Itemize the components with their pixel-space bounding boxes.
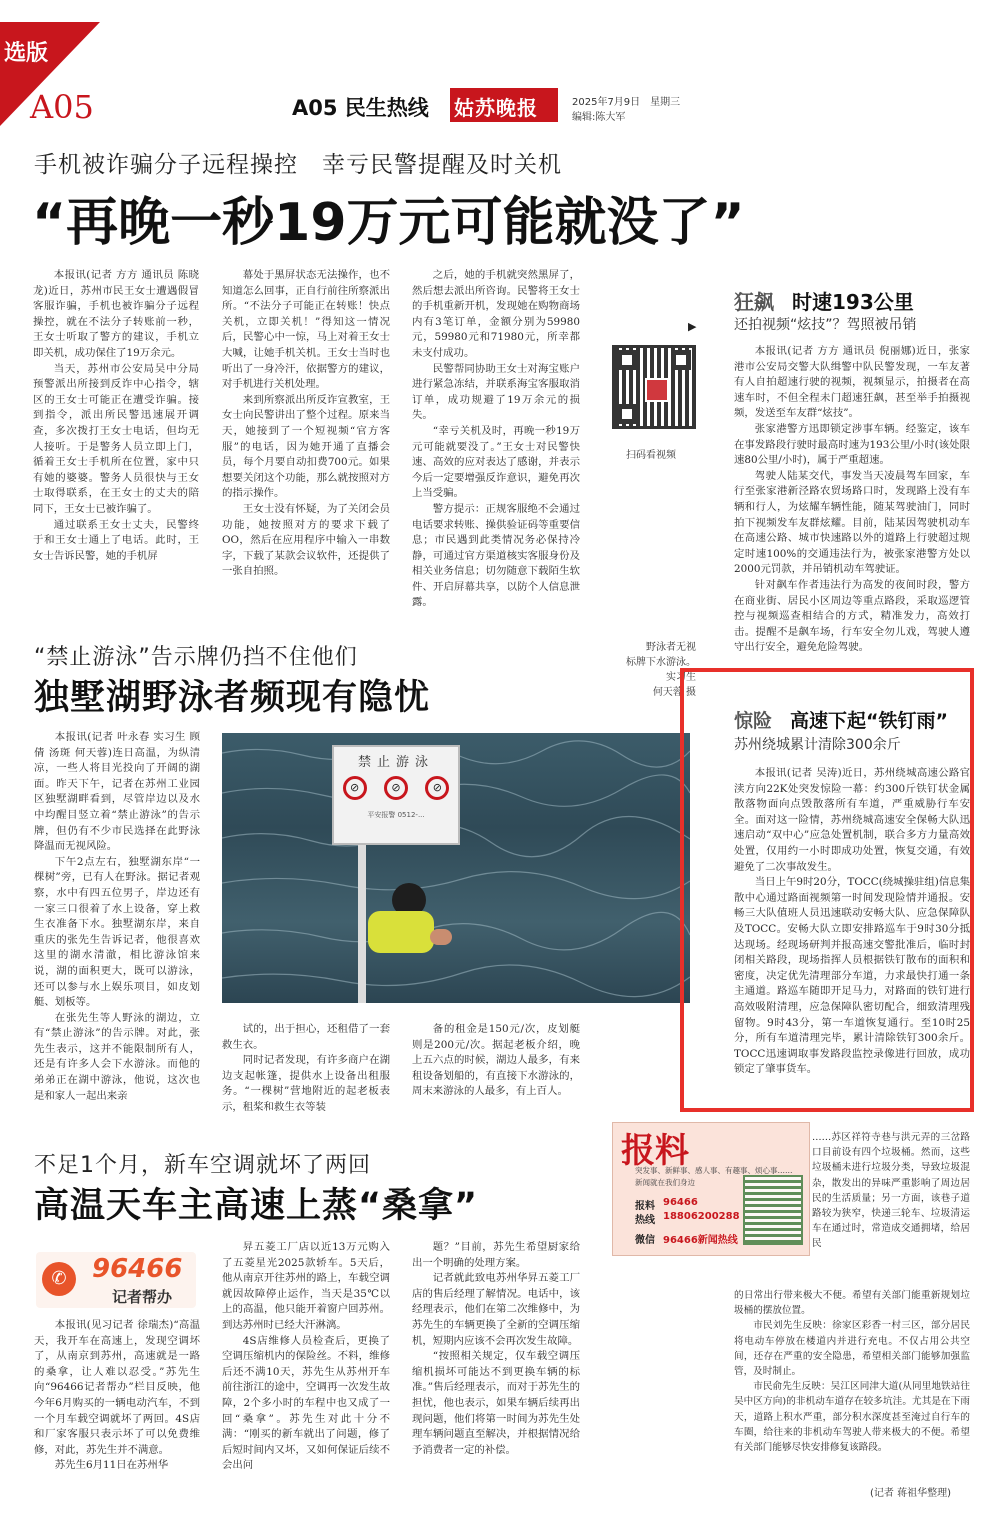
side1-subtitle: 还拍视频“炫技”？驾照被吊销 bbox=[734, 317, 917, 333]
side2-subtitle: 苏州绕城累计清除300余斤 bbox=[734, 737, 901, 753]
masthead-date: 2025年7月9日 星期三 bbox=[572, 97, 681, 108]
story3-column-1 bbox=[34, 1318, 200, 1514]
prohibition-sign-tel: 平安报警 0512-... bbox=[367, 811, 425, 819]
story3-col1-para: 本报讯(见习记者 徐瑞杰)“高温天，我开车在高速上，发现空调坏了，从南京到苏州，高速就是一路的桑拿，让人难以忍受。”苏先生向“96466记者帮办”栏目反映，他今年6月购买的一辆电动汽车，不到一个月车载空调就坏了两回。4S店和厂家客服只表示坏了可以免费维修，对此，苏先生并不满意。 bbox=[34, 1319, 200, 1456]
story2-column-1 bbox=[34, 730, 200, 1120]
story3-col3-para: 题？”目前，苏先生希望厨家给出一个明确的处理方案。 bbox=[412, 1241, 580, 1269]
side3-lead bbox=[812, 1130, 970, 1286]
story1-col2-para: 幕处于黑屏状态无法操作，也不知道怎么回事，正自行前往所察派出所。“不法分子可能正在转账！快点关机，立即关机！”得知这一情况后，民警心中一惊，马上对着王女士大喊，让她手机关机。王女士当时也听出了一身冷汗，依据警方的建议，对手机进行关机处理。 bbox=[222, 269, 390, 391]
tip-wechat-label: 微信 bbox=[635, 1235, 655, 1246]
story2-col1-para: 在张先生等人野泳的湖边，立有“禁止游泳”的告示牌。对此，张先生表示，这并不能限制所有人，还是有许多人会下水游泳。而他的弟弟正在湖中游泳，他说，这次也是和家人一起出来亲 bbox=[34, 1011, 200, 1102]
reporter-help-text: 记者帮办 bbox=[112, 1288, 173, 1306]
photo-caption-line: 标牌下水游泳。 bbox=[626, 657, 696, 668]
side3-credit: (记者 蒋祖华整理) bbox=[870, 1488, 951, 1499]
corner-tag-label: 选版 bbox=[4, 41, 49, 66]
side3-lead-para: ……苏区祥符寺巷与洪元弄的三岔路口目前设有四个垃圾桶。然而，这些垃圾桶未进行垃圾分类，导致垃圾混杂，散发出的异味严重影响了周边居民的生活质量；另一方面，该巷子道路较为狭窄，快递三轮车、垃圾清运车在通过时，常造成交通拥堵，给居民 bbox=[812, 1132, 970, 1250]
story1-col1-para: 通过联系王女士丈夫，民警终于和王女士通上了电话。此时，王女士告诉民警，她的手机屏 bbox=[33, 518, 199, 562]
side1-tag: 狂飙 bbox=[734, 290, 774, 314]
story3-column-3 bbox=[412, 1240, 580, 1514]
side2-body bbox=[734, 766, 970, 1094]
story2-col1-para: 下午2点左右，独墅湖东岸“一棵树”旁，已有人在野泳。据记者观察，水中有四五位男子，岸边还有一家三口很着了水上设备，穿上救生衣准备下水。独墅湖东岸，来自重庆的张先生告诉记者，他很喜欢这里的湖水清澈，相比游泳馆来说，湖的面积更大，既可以游泳，还可以参与水上娱乐项目，如皮划艇、划板等。 bbox=[34, 855, 200, 1009]
qr-corner bbox=[617, 404, 637, 424]
megaphone-icon: ✆ bbox=[42, 1262, 76, 1296]
no-swimming-icon: ⊘ bbox=[343, 776, 367, 800]
masthead-section: A05 民生热线 bbox=[292, 96, 429, 120]
story1-col1-para: 当天，苏州市公安局吴中分局预警派出所接到反诈中心指令，辖区的王女士可能正在遭受诈骗。接到指令，派出所民警迅速展开调查，多次拨打王女士电话，但均无人接听。于是警务人员立即上门，循着王女士手机所在位置，家中只有她的婆婆。警务人员很快与王女士取得联系，在王女士的丈夫的陪同下，王女士已被诈骗了。 bbox=[33, 362, 199, 515]
story2-column-3 bbox=[412, 1022, 580, 1118]
photo-caption-line: 实习生 bbox=[666, 672, 696, 683]
photo-caption-line: 野泳者无视 bbox=[646, 642, 696, 653]
side1-para: 本报讯(记者 方方 通讯员 倪丽娜)近日，张家港市公安局交警大队缉警中队民警发现，一车友著有人自拍超速行驶的视频，视频显示，拍摄者在高速车时，不但全程未门超速狂飙，甚至举手拍摄视频，发送至车友群“炫技”。 bbox=[734, 345, 970, 420]
qr-logo-icon bbox=[645, 378, 669, 402]
story3-col2-para: 昇五菱工厂店以近13万元购入了五菱星光2025款轿车。5天后，他从南京开往苏州的路上，车载空调就因故障停止运作，当天是35℃以上的高温，他只能开着窗户回苏州。到达苏州时已经大汗淋漓。 bbox=[222, 1241, 390, 1331]
tip-line-tags2: 新闻就在我们身边 bbox=[635, 1178, 695, 1187]
side1-para: 驾驶人陆某交代，事发当天凌晨驾车回家，车行至张家港新泾路农贸场路口时，发现路上没有车辆和行人，为炫耀车辆性能，随某驾驶油门，同时拍下视频发车友群炫耀。目前，陆某因驾驶机动车在高速公路、城市快速路以外的道路上行驶超过规定时速100%的交通违法行为，被张家港警方处以2000元罚款，并吊销机动车驾驶证。 bbox=[734, 469, 970, 576]
story1-column-3 bbox=[412, 268, 580, 613]
play-arrow-icon: ▶ bbox=[688, 320, 697, 333]
tip-line-title: 报料 bbox=[621, 1131, 689, 1171]
story1-col3-para: 民警帮同协助王女士对海宝账户进行紧急冻结，并联系海宝客服取消订单，成功规避了19万余元的损失。 bbox=[412, 362, 580, 422]
story3-column-2 bbox=[222, 1240, 390, 1514]
tip-hotline: 18806200288 bbox=[663, 1211, 740, 1222]
story3-col3-para: 记者就此致电苏州华昇五菱工厂店的售后经理了解情况。电话中，该经理表示，他们在第二次维修中，为苏先生的车辆更换了全新的空调压缩机，短期内应该不会再次发生故障。 bbox=[412, 1272, 580, 1347]
qr-corner bbox=[617, 350, 637, 370]
swimmer-shoulder bbox=[430, 929, 452, 945]
story3-headline: 高温天车主高速上蒸“桑拿” bbox=[34, 1186, 479, 1226]
masthead-paper-name: 姑苏晚报 bbox=[454, 96, 538, 120]
side3-para: 的日常出行带来极大不便。希望有关部门能重新规划垃圾桶的摆放位置。 bbox=[734, 1290, 970, 1317]
page-number: A05 bbox=[30, 88, 94, 126]
qr-code[interactable] bbox=[612, 345, 696, 429]
story1-col1-para: 本报讯(记者 方方 通讯员 陈晓龙)近日，苏州市民王女士遭遇假冒客服诈骗，手机也被诈骗分子远程操控，就在不法分子转账前一秒，王女士听取了警方的建议，手机立即关机，成功保住了19万余元。 bbox=[33, 269, 199, 359]
tip-phone: 96466 bbox=[663, 1197, 698, 1208]
story2-col2-para: 同时记者发现，有许多商户在湖边支起帐篷，提供水上设备出租服务。“一棵树”营地附近的起老板表示，租桨和救生衣等装 bbox=[222, 1054, 390, 1113]
prohibition-sign-title: 禁止游泳 bbox=[357, 755, 434, 770]
story1-column-2 bbox=[222, 268, 390, 613]
story1-column-1 bbox=[33, 268, 199, 613]
tip-hotline-label: 热线 bbox=[635, 1215, 655, 1226]
masthead-editor: 编辑:陈大军 bbox=[572, 112, 626, 123]
story1-col3-para: “幸亏关机及时，再晚一秒19万元可能就要没了。”王女士对民警快速、高效的应对表达了感谢，并表示今后一定要增强反诈意识，避免再次上当受骗。 bbox=[412, 424, 580, 500]
story3-kicker: 不足1个月，新车空调就坏了两回 bbox=[34, 1153, 371, 1178]
reporter-help-logo bbox=[36, 1252, 196, 1308]
side1-title: 时速193公里 bbox=[792, 290, 914, 314]
swimmer-float bbox=[368, 911, 434, 953]
tip-phone-label: 报料 bbox=[635, 1201, 655, 1212]
story3-col1-para: 苏先生6月11日在苏州华 bbox=[54, 1459, 169, 1472]
side1-body bbox=[734, 344, 970, 670]
qr-corner bbox=[671, 350, 691, 370]
side1-para: 针对飙车作者违法行为高发的夜间时段，警方在商业街、居民小区周边等重点路段，采取巡逻管控与视频巡查相结合的方式，精准发力，高效打击。提醒不是飙车场，行车安全勿儿戏，驾驶人遵守出行安全，避免危险驾驶。 bbox=[734, 578, 970, 654]
tip-wechat: 96466新闻热线 bbox=[663, 1235, 738, 1246]
story2-col3-para: 备的租金是150元/次，皮划艇则是200元/次。据起老板介绍，晚上五六点的时候，湖边人最多，有来租设备划船的，有直接下水游泳的，周末来游泳的人最多，有上百人。 bbox=[412, 1023, 580, 1098]
story3-col2-para: 4S店维修人员检查后，更换了空调压缩机内的保险丝。不料，维修后还不满10天，苏先生从苏州开车前往浙江的途中，空调再一次发生故障，2个多小时的车程中也又成了一回“桑拿”。苏先生对此十分不满：“刚买的新车就出了问题，修了后短时间内又坏，又如何保证后续不会出问 bbox=[222, 1334, 390, 1472]
side2-title: 高速下起“铁钉雨” bbox=[790, 710, 948, 732]
story2-column-2 bbox=[222, 1022, 390, 1118]
side3-body bbox=[734, 1288, 970, 1480]
story1-col2-para: 来到所察派出所反诈宣教室，王女士向民警讲出了整个过程。原来当天，她接到了一个短视频“官方客服”的电话，因为她开通了直播会员，每个月要自动扣费700元。如果想要关闭这个功能，那么就按照对方的指示操作。 bbox=[222, 393, 390, 500]
story3-col3-para: “按照相关规定，仅车载空调压缩机损坏可能达不到更换车辆的标准。”售后经理表示，而对于苏先生的担忧，他也表示，如果车辆后续再出现问题，他们将第一时间为苏先生处理车辆问题直至解决，并根据情况给予消费者一定的补偿。 bbox=[412, 1350, 580, 1456]
no-boating-icon: ⊘ bbox=[425, 776, 449, 800]
qr-caption: 扫码看视频 bbox=[626, 450, 676, 461]
side1-para: 张家港警方迅即锁定涉事车辆。经鉴定，该车在事发路段行驶时最高时速为193公里/小时(该处限速80公里/小时)，属于严重超速。 bbox=[734, 422, 970, 467]
tip-line-tags: 突发事、新鲜事、感人事、有趣事、烦心事…… bbox=[635, 1166, 793, 1175]
prohibition-sign bbox=[332, 745, 460, 845]
no-fishing-icon: ⊘ bbox=[384, 776, 408, 800]
story2-photo bbox=[222, 733, 690, 1003]
photo-caption-line: 何天蓉 摄 bbox=[652, 687, 696, 698]
story1-col2-para: 王女士没有怀疑，为了关闭会员功能，她按照对方的要求下载了OO，然后在应用程序中输入一串数字，下载了某款会议软件，还提供了一张自拍照。 bbox=[222, 502, 390, 578]
side3-para: 市民刘先生反映：徐家区彩香一村三区，部分居民将电动车停放在楼道内并进行充电。不仅占用公共空间，还存在严重的安全隐患，希望相关部门能够加强监管，及时制止。 bbox=[734, 1320, 970, 1378]
story2-col2-para: 试的，出于担心，还租借了一套救生衣。 bbox=[222, 1023, 390, 1051]
story1-col3-para: 警方提示：正规客服绝不会通过电话要求转账、操供验证码等重要信息；市民遇到此类情况务必保持冷静，可通过官方渠道核实客服身份及相关业务信息；切勿随意下载陌生软件、开启屏幕共享，以防个人信息泄露。 bbox=[412, 502, 580, 609]
side2-para: 本报讯(记者 吴涛)近日，苏州绕城高速公路官渎方向22K处突发惊险一幕：约300斤铁钉状金属散落物面向点毁散落所有车道，严重威胁行车安全。面对这一险情，苏州绕城高速安全保畅大队迅速启动“双中心”应急处置机制，联合多方力量高效处置，仅用约一小时即成功处置，恢复交通，有效避免了二次事故发生。 bbox=[734, 767, 970, 873]
story1-headline: “再晚一秒19万元可能就没了” bbox=[32, 193, 745, 253]
prohibition-icons bbox=[334, 776, 458, 800]
story1-col3-para: 之后，她的手机就突然黑屏了，然后想去派出所咨询。民警将王女士的手机重新开机，发现她在购物商场内有3笔订单，金额分别为59980元，59980元和71980元，所幸都未支付成功。 bbox=[412, 269, 580, 359]
side2-para: 当日上午9时20分，TOCC(绕城操驻组)信息集散中心通过路面视频第一时间发现险情并通报。安畅三大队值班人员迅速联动安畅大队、应急保障队及TOCC。安畅大队立即安排路巡车于9时30分抵达现场。经现场研判并报高速交警批准后，临时封闭相关路段，现场指挥人员根据铁钉散布的面积和密度，决定优先清理部分车道，力求最快打通一条主通道。路巡车随即开足马力，对路面的铁钉进行高效吸附清理，应急保障队密切配合，细致清理残留物。9时43分，第一车道恢复通行。至10时25分，所有车道清理完毕，累计清除铁钉300余斤。TOCC迅速调取事发路段监控录像进行回放，成功锁定了肇事货车。 bbox=[734, 876, 970, 1076]
story2-headline: 独墅湖野泳者频现有隐忧 bbox=[34, 678, 431, 718]
tip-line-ad[interactable] bbox=[612, 1122, 810, 1256]
story1-kicker: 手机被诈骗分子远程操控 幸亏民警提醒及时关机 bbox=[34, 152, 562, 178]
side2-tag: 惊险 bbox=[734, 710, 773, 732]
story2-col1-para: 本报讯(记者 叶永春 实习生 顾倩 汤斑 何天蓉)连日高温，为纵清凉，一些人将目光投向了开阔的湖面。昨天下午，记者在苏州工业园区独墅湖畔看到，尽管岸边以及水中均醒目竖立着“禁止游泳”的告示牌，但仍有不少市民选择在此野泳降温而无视风险。 bbox=[34, 731, 200, 853]
wechat-qr-icon bbox=[743, 1175, 803, 1245]
reporter-help-number: 96466 bbox=[92, 1254, 183, 1284]
story2-kicker: “禁止游泳”告示牌仍挡不住他们 bbox=[34, 645, 358, 670]
side3-para: 市民俞先生反映：吴江区同津大道(从同里地铁站往吴中区方向)的非机动车道存在较多坑洼。尤其是在下雨天，道路上积水严重，部分积水深度甚至淹过自行车的车圈，给往来的非机动车驾驶人带来极大的不便。希望有关部门能够尽快安排修复该路段。 bbox=[734, 1381, 970, 1454]
